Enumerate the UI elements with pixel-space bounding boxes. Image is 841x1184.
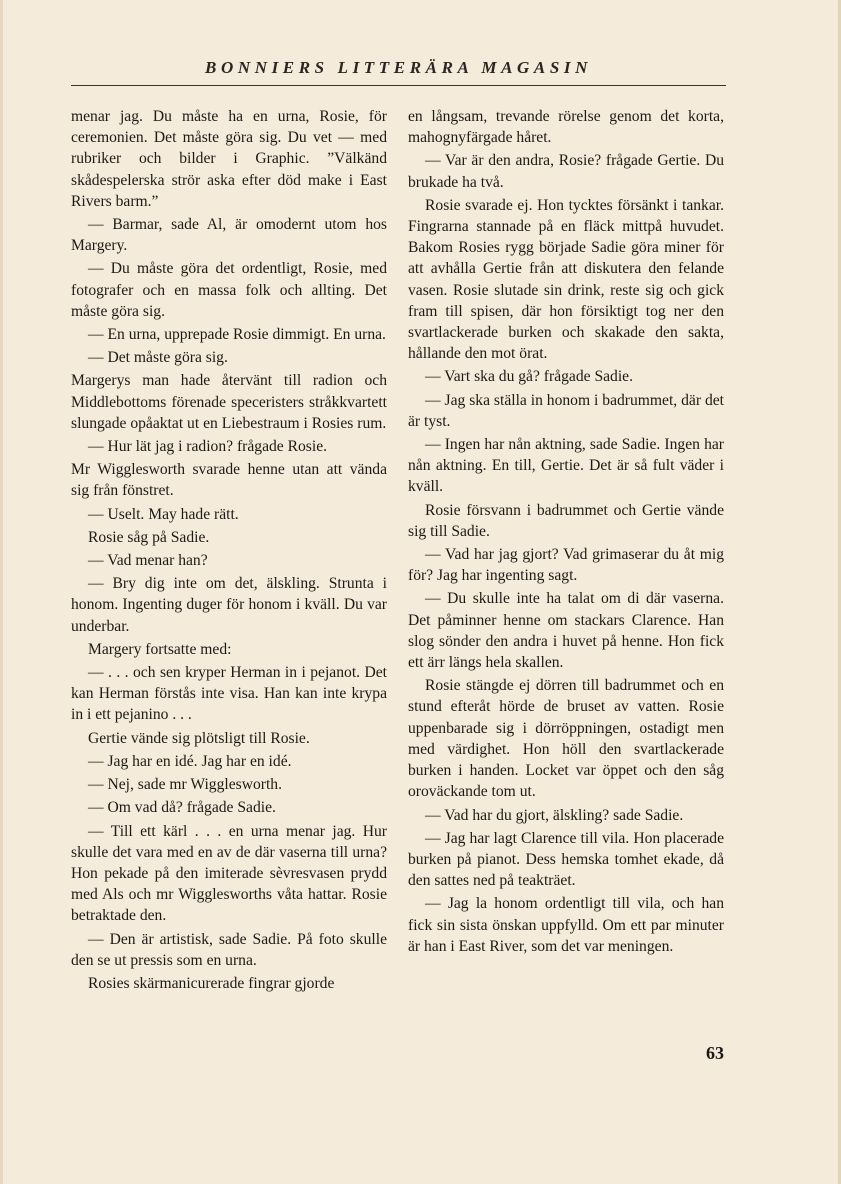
paragraph: — Vad har jag gjort? Vad grimaserar du åt mig för? Jag har ingenting sagt. — [408, 546, 724, 585]
paragraph: Gertie vände sig plötsligt till Rosie. — [88, 729, 310, 747]
paragraph: — Uselt. May hade rätt. — [88, 505, 239, 523]
paragraph: — Vart ska du gå? frågade Sadie. — [425, 368, 633, 386]
paragraph: Mr Wigglesworth svarade henne utan att vända sig från fönstret. — [71, 461, 387, 500]
paragraph: Margerys man hade återvänt till radion och Middlebottoms förenade speceristers stråkkvartett slungade opåaktat ut en Liebestraum i Rosies rum. — [71, 372, 387, 432]
paragraph: Rosie såg på Sadie. — [88, 528, 210, 546]
paragraph: — Till ett kärl . . . en urna menar jag. Hur skulle det vara med en av de där vaserna till urna? Hon pekade på den imiterade sèvresvasen prydd med Als och mr Wigglesworths våta hattar. Rosie betraktade den. — [71, 822, 387, 925]
paragraph: — Den är artistisk, sade Sadie. På foto skulle den se ut pressis som en urna. — [71, 930, 387, 969]
running-header: BONNIERS LITTERÄRA MAGASIN — [205, 58, 592, 77]
right-column — [408, 106, 724, 959]
paragraph: — Du måste göra det ordentligt, Rosie, med fotografer och en massa folk och allting. Det måste göra sig. — [71, 260, 387, 320]
paragraph: en långsam, trevande rörelse genom det korta, mahognyfärgade håret. — [408, 108, 724, 147]
paragraph: — Vad har du gjort, älskling? sade Sadie. — [425, 806, 684, 824]
paragraph: — . . . och sen kryper Herman in i pejanot. Det kan Herman förstås inte visa. Han kan inte krypa in i ett pejanino . . . — [71, 664, 387, 724]
left-column — [71, 106, 387, 996]
paragraph: — Barmar, sade Al, är omodernt utom hos Margery. — [71, 216, 387, 255]
paragraph: — Bry dig inte om det, älskling. Strunta i honom. Ingenting duger för honom i kväll. Du var underbar. — [71, 575, 387, 635]
paragraph: — Nej, sade mr Wigglesworth. — [88, 776, 282, 794]
paragraph: — Det måste göra sig. — [88, 349, 228, 367]
page-number: 63 — [706, 1043, 724, 1063]
paragraph: — Om vad då? frågade Sadie. — [88, 799, 276, 817]
paragraph: — Ingen har nån aktning, sade Sadie. Ingen har nån aktning. En till, Gertie. Det är så fult väder i kväll. — [408, 436, 724, 496]
paragraph: Rosie svarade ej. Hon tycktes försänkt i tankar. Fingrarna stannade på en fläck mittpå huvudet. Bakom Rosies rygg började Sadie göra miner för att avhålla Gertie från att diskutera den felande vasen. Rosie slutade sin drink, reste sig och gick fram till spisen, där hon försiktigt tog ner den svartlackerade burken och skakade den sakta, hållande den mot örat. — [408, 196, 724, 363]
paragraph: — Jag la honom ordentligt till vila, och han fick sin sista önskan uppfylld. Om ett par minuter är han i East River, som det var meningen. — [408, 895, 724, 955]
paragraph: — Var är den andra, Rosie? frågade Gertie. Du brukade ha två. — [408, 152, 724, 191]
paragraph: Rosie försvann i badrummet och Gertie vände sig till Sadie. — [408, 501, 724, 540]
paragraph: — En urna, upprepade Rosie dimmigt. En urna. — [88, 326, 386, 344]
paragraph: — Vad menar han? — [88, 552, 208, 570]
paragraph: — Du skulle inte ha talat om di där vaserna. Det påminner henne om stackars Clarence. Han slog sönder den andra i huvet på henne. Hon fick ett ärr längs hela skallen. — [408, 590, 724, 672]
paragraph: menar jag. Du måste ha en urna, Rosie, för ceremonien. Det måste göra sig. Du vet — med rubriker och bilder i Graphic. ”Välkänd skådespelerska strör aska efter död make i East Rivers barm.” — [71, 108, 387, 210]
paragraph: — Hur lät jag i radion? frågade Rosie. — [88, 438, 328, 456]
paragraph: — Jag har en idé. Jag har en idé. — [88, 752, 292, 770]
paragraph: — Jag har lagt Clarence till vila. Hon placerade burken på pianot. Dess hemska tomhet ekade, då den sattes ned på teakträet. — [408, 829, 724, 890]
paragraph: Rosies skärmanicurerade fingrar gjorde — [88, 974, 335, 992]
paragraph: Rosie stängde ej dörren till badrummet och en stund efteråt hörde de bruset av vatten. Rosie uppenbarade sig i dörröppningen, ostadigt men med värdighet. Hon höll den svartlackerade burken i handen. Locket var öppet och den såg oroväckande tom ut. — [408, 677, 724, 801]
header-rule — [71, 85, 726, 86]
paragraph: — Jag ska ställa in honom i badrummet, där det är tyst. — [408, 391, 724, 430]
paragraph: Margery fortsatte med: — [88, 640, 232, 658]
